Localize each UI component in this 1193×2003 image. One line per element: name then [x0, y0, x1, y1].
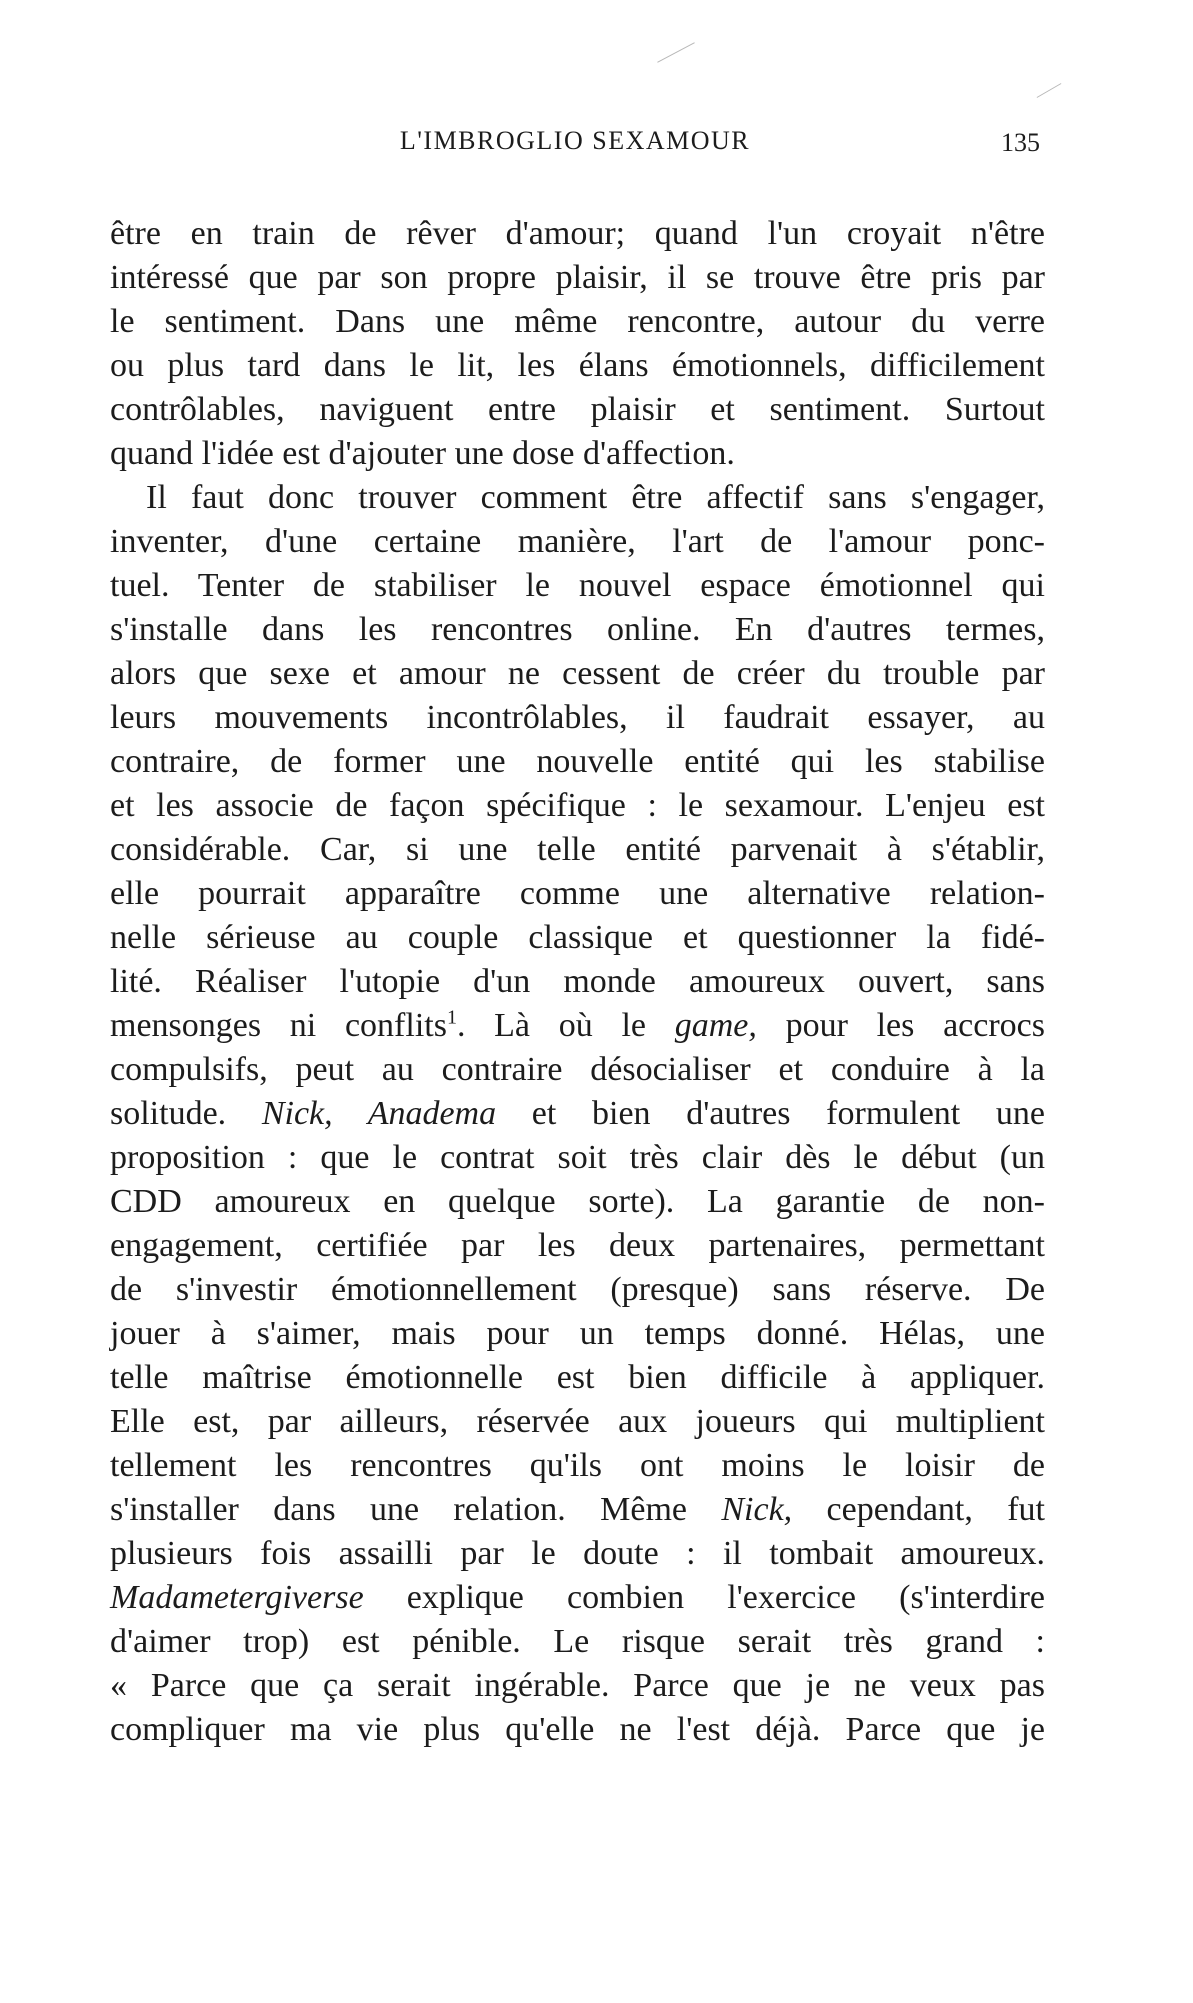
text-line: telle maîtrise émotionnelle est bien difficile à appliquer. — [110, 1359, 1045, 1396]
text-line: jouer à s'aimer, mais pour un temps donné. Hélas, une — [110, 1315, 1045, 1352]
text-line: inventer, d'une certaine manière, l'art de l'amour ponc- — [110, 523, 1045, 560]
text-line: Elle est, par ailleurs, réservée aux joueurs qui multiplient — [110, 1403, 1045, 1440]
italic-text: Madametergiverse — [110, 1579, 364, 1616]
running-head — [110, 126, 1040, 166]
body-text — [110, 212, 1045, 1752]
scan-mark — [1037, 83, 1062, 98]
text-segment: explique combien l'exercice (s'interdire — [363, 1579, 1045, 1616]
text-line: proposition : que le contrat soit très clair dès le début (un — [110, 1139, 1045, 1176]
text-line: lité. Réaliser l'utopie d'un monde amoureux ouvert, sans — [110, 963, 1045, 1000]
text-segment: et bien d'autres formulent une — [496, 1095, 1046, 1132]
text-line: intéressé que par son propre plaisir, il se trouve être pris par — [110, 259, 1045, 296]
text-line: leurs mouvements incontrôlables, il faudrait essayer, au — [110, 699, 1045, 736]
text-line: elle pourrait apparaître comme une alternative relation- — [110, 875, 1045, 912]
text-segment: s'installer dans une relation. Même — [110, 1491, 722, 1528]
text-segment: pour les accrocs — [756, 1007, 1045, 1044]
text-line: ou plus tard dans le lit, les élans émotionnels, difficilement — [110, 347, 1045, 384]
text-line: « Parce que ça serait ingérable. Parce que je ne veux pas — [110, 1667, 1045, 1704]
text-segment: solitude. — [110, 1095, 262, 1132]
text-line: contraire, de former une nouvelle entité qui les stabilise — [110, 743, 1045, 780]
text-line: être en train de rêver d'amour; quand l'un croyait n'être — [110, 215, 1045, 252]
text-line — [110, 1004, 1045, 1048]
text-line: compulsifs, peut au contraire désocialiser et conduire à la — [110, 1051, 1045, 1088]
text-line: alors que sexe et amour ne cessent de créer du trouble par — [110, 655, 1045, 692]
italic-text: game, — [674, 1007, 757, 1044]
text-line: tuel. Tenter de stabiliser le nouvel espace émotionnel qui — [110, 567, 1045, 604]
text-line: le sentiment. Dans une même rencontre, autour du verre — [110, 303, 1045, 340]
text-line: Il faut donc trouver comment être affectif sans s'engager, — [146, 479, 1045, 516]
text-line — [110, 1576, 1045, 1620]
text-line: nelle sérieuse au couple classique et questionner la fidé- — [110, 919, 1045, 956]
italic-text: Nick, Anadema — [261, 1095, 497, 1132]
text-line: et les associe de façon spécifique : le sexamour. L'enjeu est — [110, 787, 1045, 824]
page-number: 135 — [1001, 128, 1040, 157]
text-segment: cependant, fut — [792, 1491, 1045, 1528]
text-segment: mensonges ni conflits — [110, 1007, 447, 1044]
footnote-ref: 1 — [446, 1006, 457, 1029]
text-segment: . Là où le — [456, 1007, 675, 1044]
scan-mark — [657, 42, 695, 63]
running-title: L'IMBROGLIO SEXAMOUR — [399, 126, 751, 155]
text-line: contrôlables, naviguent entre plaisir et sentiment. Surtout — [110, 391, 1045, 428]
italic-text: Nick, — [721, 1491, 793, 1528]
text-line: tellement les rencontres qu'ils ont moins le loisir de — [110, 1447, 1045, 1484]
text-line: compliquer ma vie plus qu'elle ne l'est déjà. Parce que je — [110, 1711, 1045, 1748]
text-line: considérable. Car, si une telle entité parvenait à s'établir, — [110, 831, 1045, 868]
text-line: de s'investir émotionnellement (presque) sans réserve. De — [110, 1271, 1045, 1308]
text-line: plusieurs fois assailli par le doute : il tombait amoureux. — [110, 1535, 1045, 1572]
text-line: d'aimer trop) est pénible. Le risque serait très grand : — [110, 1623, 1045, 1660]
text-line: quand l'idée est d'ajouter une dose d'affection. — [110, 435, 735, 472]
text-line: CDD amoureux en quelque sorte). La garantie de non- — [110, 1183, 1045, 1220]
text-line: engagement, certifiée par les deux partenaires, permettant — [110, 1227, 1045, 1264]
text-line — [110, 1092, 1045, 1136]
text-line: s'installe dans les rencontres online. En d'autres termes, — [110, 611, 1045, 648]
text-line — [110, 1488, 1045, 1532]
